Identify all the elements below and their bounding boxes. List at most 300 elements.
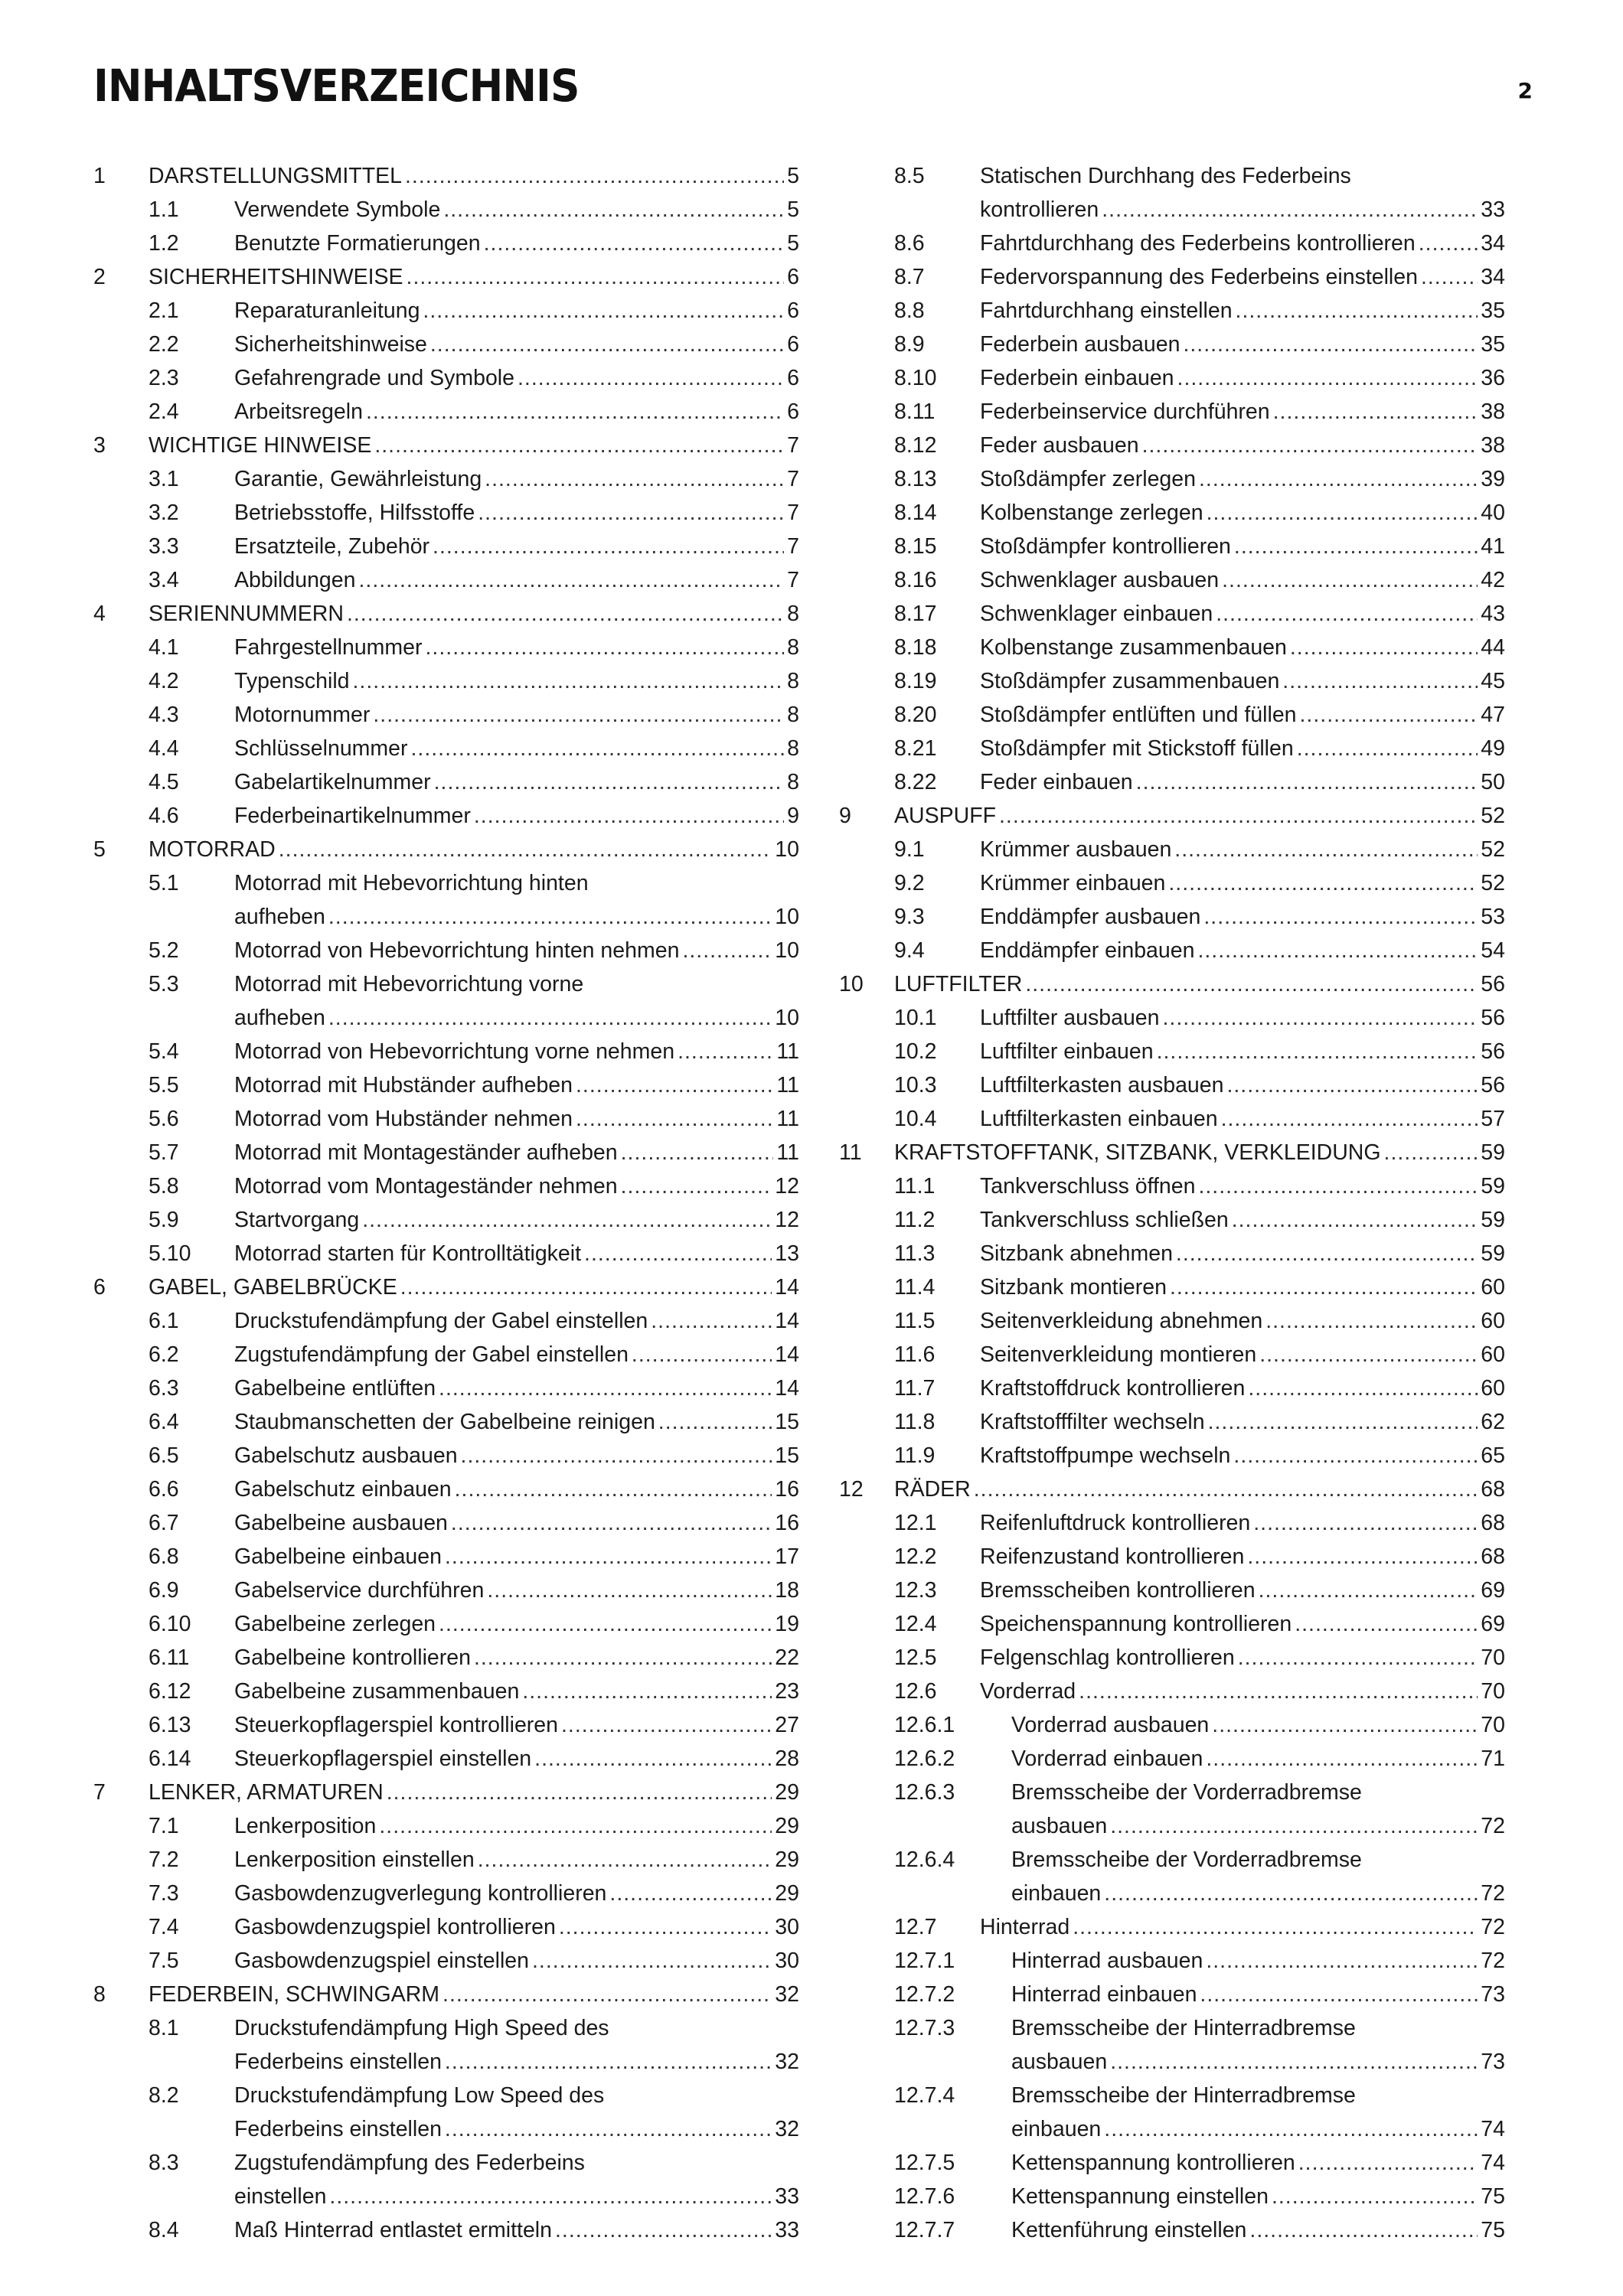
- toc-entry[interactable]: [93, 1675, 799, 1708]
- toc-entry[interactable]: [839, 260, 1505, 294]
- toc-entry-page: 5: [787, 231, 799, 256]
- toc-entry-page: 6: [787, 332, 799, 357]
- toc-entry[interactable]: [93, 159, 799, 193]
- toc-entry[interactable]: [93, 1944, 799, 1978]
- toc-entry[interactable]: [93, 765, 799, 799]
- toc-entry[interactable]: [93, 361, 799, 395]
- toc-entry[interactable]: [93, 698, 799, 732]
- toc-entry[interactable]: [839, 1338, 1505, 1371]
- dot-leader: [1157, 1035, 1478, 1068]
- toc-entry-page: 56: [1481, 1006, 1505, 1030]
- toc-entry[interactable]: [839, 1405, 1505, 1439]
- toc-entry-number: 11.1: [894, 1174, 936, 1199]
- dot-leader: [400, 1270, 772, 1304]
- toc-entry-number: 10.4: [894, 1107, 937, 1131]
- toc-entry[interactable]: [93, 1035, 799, 1068]
- toc-entry-page: 59: [1481, 1174, 1505, 1199]
- toc-entry[interactable]: [93, 1169, 799, 1203]
- toc-entry[interactable]: [839, 2213, 1505, 2247]
- toc-entry[interactable]: [839, 496, 1505, 530]
- toc-entry-number: 8.21: [894, 736, 937, 761]
- toc-entry-page: 34: [1481, 231, 1505, 256]
- toc-entry-page: 73: [1481, 1982, 1505, 2007]
- dot-leader: [1221, 1102, 1478, 1136]
- toc-entry[interactable]: [839, 1675, 1505, 1708]
- toc-entry-page: 29: [775, 1848, 799, 1872]
- toc-entry[interactable]: [839, 1439, 1505, 1473]
- toc-entry-title-line1: Bremsscheibe der Vorderradbremse: [1011, 1848, 1362, 1872]
- toc-entry[interactable]: [839, 1304, 1505, 1338]
- toc-entry-page: 72: [1481, 1949, 1505, 1973]
- toc-entry[interactable]: [93, 1607, 799, 1641]
- toc-entry[interactable]: [93, 2146, 799, 2213]
- dot-leader: [478, 1843, 772, 1877]
- toc-entry-page: 16: [775, 1477, 799, 1502]
- toc-entry[interactable]: [839, 664, 1505, 698]
- toc-entry-title: Gasbowdenzugspiel kontrollieren: [234, 1915, 556, 1939]
- toc-entry-title: einbauen: [1011, 1881, 1102, 1906]
- toc-entry[interactable]: [839, 1910, 1505, 1944]
- toc-entry[interactable]: [93, 530, 799, 563]
- toc-entry-title: kontrollieren: [980, 197, 1099, 222]
- toc-entry-title: GABEL, GABELBRÜCKE: [149, 1275, 397, 1300]
- toc-entry-title: Seitenverkleidung montieren: [980, 1342, 1257, 1367]
- toc-entry-title: Luftfilter ausbauen: [980, 1006, 1160, 1030]
- toc-entry-number: 10.3: [894, 1073, 937, 1097]
- toc-entry[interactable]: [93, 1136, 799, 1169]
- dot-leader: [439, 1371, 772, 1405]
- toc-entry-number: 7.3: [149, 1881, 179, 1906]
- toc-entry-number: 8.3: [149, 2151, 179, 2175]
- toc-column-right: [839, 159, 1505, 2247]
- toc-entry[interactable]: [93, 833, 799, 866]
- toc-entry-title: aufheben: [234, 905, 325, 929]
- toc-entry[interactable]: [839, 429, 1505, 462]
- dot-leader: [576, 1102, 773, 1136]
- toc-entry-title: Ersatzteile, Zubehör: [234, 534, 430, 559]
- toc-entry[interactable]: [93, 1237, 799, 1270]
- toc-entry-title: SICHERHEITSHINWEISE: [149, 265, 403, 289]
- toc-entry[interactable]: [93, 597, 799, 631]
- dot-leader: [1298, 2146, 1478, 2180]
- toc-entry-page: 9: [787, 804, 799, 828]
- toc-entry-page: 43: [1481, 602, 1505, 626]
- toc-entry[interactable]: [93, 1708, 799, 1742]
- toc-entry[interactable]: [839, 1506, 1505, 1540]
- toc-entry-title: Motornummer: [234, 703, 371, 727]
- toc-entry-title: Enddämpfer einbauen: [980, 938, 1195, 963]
- dot-leader: [1421, 260, 1478, 294]
- toc-entry-title: Kettenspannung kontrollieren: [1011, 2151, 1295, 2175]
- toc-entry[interactable]: [93, 664, 799, 698]
- toc-entry[interactable]: [93, 1877, 799, 1910]
- toc-entry[interactable]: [839, 530, 1505, 563]
- toc-entry-page: 35: [1481, 332, 1505, 357]
- toc-entry[interactable]: [93, 2011, 799, 2079]
- toc-entry-page: 17: [775, 1544, 799, 1569]
- toc-entry-page: 68: [1481, 1477, 1505, 1502]
- toc-entry[interactable]: [839, 1978, 1505, 2011]
- toc-entry[interactable]: [839, 1843, 1505, 1910]
- toc-entry-page: 39: [1481, 467, 1505, 491]
- toc-entry-title: DARSTELLUNGSMITTEL: [149, 164, 402, 188]
- toc-entry[interactable]: [839, 462, 1505, 496]
- toc-entry[interactable]: [839, 1574, 1505, 1607]
- toc-entry[interactable]: [93, 1776, 799, 1809]
- toc-entry[interactable]: [839, 2011, 1505, 2079]
- toc-entry-page: 70: [1481, 1679, 1505, 1704]
- toc-entry-title-line1: Bremsscheibe der Hinterradbremse: [1011, 2083, 1356, 2108]
- toc-entry-number: 2.1: [149, 298, 179, 323]
- toc-entry[interactable]: [839, 799, 1505, 833]
- toc-entry-number: 4.3: [149, 703, 179, 727]
- toc-entry-number: 8.15: [894, 534, 937, 559]
- toc-entry[interactable]: [839, 1136, 1505, 1169]
- toc-entry-title: Stoßdämpfer zerlegen: [980, 467, 1196, 491]
- toc-entry-title: Maß Hinterrad entlastet ermitteln: [234, 2218, 552, 2242]
- toc-entry[interactable]: [93, 1843, 799, 1877]
- toc-entry-page: 65: [1481, 1443, 1505, 1468]
- toc-entry-page: 18: [775, 1578, 799, 1603]
- toc-entry[interactable]: [839, 833, 1505, 866]
- toc-entry-page: 62: [1481, 1410, 1505, 1434]
- toc-entry[interactable]: [93, 1338, 799, 1371]
- toc-entry-page: 44: [1481, 635, 1505, 660]
- toc-entry[interactable]: [839, 227, 1505, 260]
- toc-entry-page: 28: [775, 1746, 799, 1771]
- toc-entry[interactable]: [93, 193, 799, 227]
- toc-entry[interactable]: [93, 2079, 799, 2146]
- toc-entry-page: 6: [787, 366, 799, 390]
- toc-entry[interactable]: [839, 1169, 1505, 1203]
- toc-entry[interactable]: [93, 1102, 799, 1136]
- toc-entry-title: Benutzte Formatierungen: [234, 231, 481, 256]
- toc-entry-title-line1: Statischen Durchhang des Federbeins: [980, 164, 1351, 188]
- toc-entry-number: 11.3: [894, 1241, 936, 1266]
- toc-entry[interactable]: [839, 597, 1505, 631]
- toc-entry-page: 6: [787, 298, 799, 323]
- dot-leader: [1297, 732, 1478, 765]
- toc-entry-number: 12.2: [894, 1544, 937, 1569]
- toc-entry-page: 12: [775, 1208, 799, 1232]
- toc-entry[interactable]: [93, 1978, 799, 2011]
- toc-entry[interactable]: [839, 395, 1505, 429]
- toc-entry-title: Motorrad mit Montageständer aufheben: [234, 1140, 618, 1165]
- toc-entry[interactable]: [93, 294, 799, 328]
- toc-entry-title-line1: Bremsscheibe der Hinterradbremse: [1011, 2016, 1356, 2040]
- toc-entry-page: 30: [775, 1949, 799, 1973]
- toc-entry[interactable]: [93, 462, 799, 496]
- toc-entry[interactable]: [839, 563, 1505, 597]
- toc-entry[interactable]: [839, 1742, 1505, 1776]
- dot-leader: [1142, 429, 1478, 462]
- dot-leader: [561, 1708, 772, 1742]
- toc-entry-title: Federbeinservice durchführen: [980, 400, 1270, 424]
- toc-entry-number: 8.10: [894, 366, 937, 390]
- toc-entry[interactable]: [839, 1607, 1505, 1641]
- dot-leader: [443, 193, 784, 227]
- toc-entry-title: Federbeinartikelnummer: [234, 804, 471, 828]
- dot-leader: [1249, 2213, 1478, 2247]
- toc-entry-page: 8: [787, 635, 799, 660]
- dot-leader: [430, 328, 784, 361]
- toc-entry-number: 8.13: [894, 467, 937, 491]
- toc-entry-number: 5: [93, 837, 106, 862]
- toc-entry[interactable]: [93, 799, 799, 833]
- toc-entry[interactable]: [839, 2079, 1505, 2146]
- toc-entry-title: FEDERBEIN, SCHWINGARM: [149, 1982, 440, 2007]
- dot-leader: [366, 395, 784, 429]
- toc-entry-title: Gabelbeine ausbauen: [234, 1511, 448, 1535]
- toc-entry-title: Seitenverkleidung abnehmen: [980, 1309, 1263, 1333]
- dot-leader: [1206, 1944, 1478, 1978]
- toc-entry-number: 4: [93, 602, 106, 626]
- toc-entry-number: 10.2: [894, 1039, 937, 1064]
- toc-entry[interactable]: [839, 2146, 1505, 2180]
- toc-entry-number: 6.2: [149, 1342, 179, 1367]
- toc-entry[interactable]: [839, 1237, 1505, 1270]
- toc-entry[interactable]: [93, 732, 799, 765]
- toc-entry-number: 5.3: [149, 972, 179, 996]
- toc-entry[interactable]: [93, 1304, 799, 1338]
- toc-entry-title: Schwenklager einbauen: [980, 602, 1213, 626]
- dot-leader: [584, 1237, 772, 1270]
- toc-entry-number: 5.10: [149, 1241, 191, 1266]
- toc-entry-page: 72: [1481, 1881, 1505, 1906]
- toc-entry[interactable]: [93, 1439, 799, 1473]
- toc-column-left: [93, 159, 799, 2247]
- toc-entry[interactable]: [93, 1203, 799, 1237]
- toc-entry[interactable]: [839, 698, 1505, 732]
- toc-entry-number: 12.6: [894, 1679, 937, 1704]
- toc-entry[interactable]: [93, 1270, 799, 1304]
- toc-entry[interactable]: [839, 1035, 1505, 1068]
- toc-entry-title: Druckstufendämpfung der Gabel einstellen: [234, 1309, 648, 1333]
- toc-entry-page: 56: [1481, 1039, 1505, 1064]
- toc-entry-number: 8.12: [894, 433, 937, 458]
- toc-entry-page: 59: [1481, 1208, 1505, 1232]
- dot-leader: [1272, 2180, 1478, 2213]
- toc-entry[interactable]: [839, 1944, 1505, 1978]
- toc-entry-title: Zugstufendämpfung der Gabel einstellen: [234, 1342, 629, 1367]
- dot-leader: [358, 563, 784, 597]
- dot-leader: [1384, 1136, 1478, 1169]
- toc-entry-page: 15: [775, 1410, 799, 1434]
- dot-leader: [1183, 328, 1478, 361]
- dot-leader: [279, 833, 772, 866]
- toc-entry-title: einbauen: [1011, 2117, 1102, 2141]
- toc-entry-number: 6.5: [149, 1443, 179, 1468]
- toc-entry[interactable]: [839, 732, 1505, 765]
- toc-entry-number: 12.7.5: [894, 2151, 955, 2175]
- toc-entry-title: Motorrad mit Hubständer aufheben: [234, 1073, 573, 1097]
- toc-entry[interactable]: [93, 1742, 799, 1776]
- toc-entry-number: 8.11: [894, 400, 936, 424]
- toc-entry-number: 4.5: [149, 770, 179, 794]
- toc-entry[interactable]: [839, 1270, 1505, 1304]
- toc-entry-page: 41: [1481, 534, 1505, 559]
- toc-entry-number: 12.7: [894, 1915, 937, 1939]
- dot-leader: [1199, 462, 1478, 496]
- dot-leader: [1259, 1338, 1478, 1371]
- toc-entry[interactable]: [839, 866, 1505, 900]
- toc-entry-title: Fahrgestellnummer: [234, 635, 423, 660]
- toc-entry-number: 9.4: [894, 938, 925, 963]
- toc-entry[interactable]: [839, 1371, 1505, 1405]
- toc-entry-title: KRAFTSTOFFTANK, SITZBANK, VERKLEIDUNG: [894, 1140, 1381, 1165]
- dot-leader: [487, 1574, 772, 1607]
- toc-entry-page: 14: [775, 1275, 799, 1300]
- toc-entry[interactable]: [839, 934, 1505, 967]
- toc-entry[interactable]: [93, 395, 799, 429]
- toc-entry[interactable]: [839, 1001, 1505, 1035]
- toc-entry-page: 52: [1481, 871, 1505, 895]
- toc-entry[interactable]: [839, 2180, 1505, 2213]
- toc-entry[interactable]: [839, 1102, 1505, 1136]
- dot-leader: [445, 2112, 772, 2146]
- toc-entry[interactable]: [839, 1776, 1505, 1843]
- dot-leader: [461, 1439, 772, 1473]
- toc-entry-page: 59: [1481, 1140, 1505, 1165]
- toc-entry-number: 12.6.2: [894, 1746, 955, 1771]
- toc-entry-title: Gabelservice durchführen: [234, 1578, 485, 1603]
- dot-leader: [1208, 1405, 1478, 1439]
- toc-entry-title: Kraftstoffpumpe wechseln: [980, 1443, 1231, 1468]
- toc-entry-title: aufheben: [234, 1006, 325, 1030]
- toc-entry[interactable]: [93, 1068, 799, 1102]
- dot-leader: [1197, 934, 1478, 967]
- toc-entry-title: Motorrad starten für Kontrolltätigkeit: [234, 1241, 582, 1266]
- toc-entry[interactable]: [93, 1910, 799, 1944]
- toc-entry-number: 6.9: [149, 1578, 179, 1603]
- toc-entry[interactable]: [839, 1203, 1505, 1237]
- toc-entry[interactable]: [839, 1473, 1505, 1506]
- toc-entry-number: 6.14: [149, 1746, 191, 1771]
- dot-leader: [532, 1944, 772, 1978]
- toc-entry-title: Stoßdämpfer entlüften und füllen: [980, 703, 1297, 727]
- toc-entry-page: 11: [776, 1073, 799, 1097]
- toc-entry-page: 7: [787, 534, 799, 559]
- toc-entry-page: 10: [775, 905, 799, 929]
- toc-entry[interactable]: [93, 631, 799, 664]
- dot-leader: [1247, 1540, 1478, 1574]
- toc-entry[interactable]: [93, 328, 799, 361]
- toc-entry-title: Bremsscheiben kontrollieren: [980, 1578, 1256, 1603]
- toc-entry-title: Enddämpfer ausbauen: [980, 905, 1201, 929]
- toc-entry-number: 6: [93, 1275, 106, 1300]
- toc-entry[interactable]: [839, 631, 1505, 664]
- toc-entry-title: Steuerkopflagerspiel einstellen: [234, 1746, 532, 1771]
- toc-entry-number: 9.2: [894, 871, 925, 895]
- toc-entry[interactable]: [93, 1506, 799, 1540]
- toc-entry-page: 29: [775, 1814, 799, 1838]
- toc-entry[interactable]: [839, 159, 1505, 227]
- toc-entry[interactable]: [93, 1809, 799, 1843]
- toc-entry-title: Stoßdämpfer zusammenbauen: [980, 669, 1280, 693]
- toc-entry-page: 7: [787, 433, 799, 458]
- toc-entry-number: 8.2: [149, 2083, 179, 2108]
- toc-entry-title: Kettenführung einstellen: [1011, 2218, 1247, 2242]
- toc-entry[interactable]: [839, 294, 1505, 328]
- toc-entry-number: 7.4: [149, 1915, 179, 1939]
- toc-entry-page: 8: [787, 770, 799, 794]
- toc-entry-number: 12.7.3: [894, 2016, 955, 2040]
- toc-entry[interactable]: [839, 361, 1505, 395]
- toc-entry-title: Hinterrad: [980, 1915, 1070, 1939]
- toc-entry-page: 68: [1481, 1544, 1505, 1569]
- toc-entry-number: 11.4: [894, 1275, 936, 1300]
- toc-entry[interactable]: [93, 429, 799, 462]
- toc-entry[interactable]: [839, 967, 1505, 1001]
- toc-entry[interactable]: [839, 328, 1505, 361]
- dot-leader: [451, 1506, 772, 1540]
- dot-leader: [621, 1136, 774, 1169]
- toc-entry-number: 12.7.7: [894, 2218, 955, 2242]
- toc-entry[interactable]: [839, 765, 1505, 799]
- toc-entry[interactable]: [93, 1371, 799, 1405]
- toc-entry[interactable]: [93, 866, 799, 934]
- toc-entry[interactable]: [93, 260, 799, 294]
- toc-entry-page: 72: [1481, 1814, 1505, 1838]
- toc-entry-title: Federbeins einstellen: [234, 2050, 442, 2074]
- toc-entry[interactable]: [93, 496, 799, 530]
- toc-entry-number: 5.6: [149, 1107, 179, 1131]
- dot-leader: [1290, 631, 1478, 664]
- toc-entry[interactable]: [93, 934, 799, 967]
- toc-entry[interactable]: [93, 1641, 799, 1675]
- toc-entry[interactable]: [93, 967, 799, 1035]
- toc-entry-title: Krümmer ausbauen: [980, 837, 1172, 862]
- toc-entry-number: 6.1: [149, 1309, 179, 1333]
- toc-entry-title: Sitzbank montieren: [980, 1275, 1167, 1300]
- toc-entry[interactable]: [839, 1540, 1505, 1574]
- toc-entry-number: 8.19: [894, 669, 937, 693]
- toc-entry-title: Motorrad von Hebevorrichtung vorne nehmen: [234, 1039, 675, 1064]
- toc-entry-title: Reparaturanleitung: [234, 298, 420, 323]
- toc-entry-title-line1: Motorrad mit Hebevorrichtung hinten: [234, 871, 589, 895]
- toc-entry-title: Tankverschluss öffnen: [980, 1174, 1196, 1199]
- toc-entry[interactable]: [839, 1641, 1505, 1675]
- dot-leader: [328, 1001, 772, 1035]
- toc-entry[interactable]: [93, 2213, 799, 2247]
- dot-leader: [1238, 1641, 1478, 1675]
- toc-entry-number: 8.18: [894, 635, 937, 660]
- toc-entry[interactable]: [93, 227, 799, 260]
- toc-entry-page: 36: [1481, 366, 1505, 390]
- toc-entry-number: 12.7.1: [894, 1949, 955, 1973]
- toc-entry-number: 7.5: [149, 1949, 179, 1973]
- toc-entry[interactable]: [93, 1540, 799, 1574]
- toc-entry[interactable]: [93, 1473, 799, 1506]
- toc-entry[interactable]: [839, 1708, 1505, 1742]
- toc-entry-title: Startvorgang: [234, 1208, 360, 1232]
- toc-entry[interactable]: [93, 1574, 799, 1607]
- toc-entry-title: Kettenspannung einstellen: [1011, 2184, 1269, 2209]
- toc-entry[interactable]: [93, 1405, 799, 1439]
- toc-entry[interactable]: [839, 900, 1505, 934]
- toc-entry-page: 5: [787, 197, 799, 222]
- toc-entry-title: Typenschild: [234, 669, 350, 693]
- toc-entry[interactable]: [93, 563, 799, 597]
- toc-entry-title: Felgenschlag kontrollieren: [980, 1645, 1235, 1670]
- dot-leader: [534, 1742, 772, 1776]
- toc-entry-title: Gasbowdenzugspiel einstellen: [234, 1949, 530, 1973]
- toc-entry[interactable]: [839, 1068, 1505, 1102]
- toc-entry-page: 22: [775, 1645, 799, 1670]
- toc-entry-title: Motorrad von Hebevorrichtung hinten nehmen: [234, 938, 680, 963]
- toc-entry-number: 8.5: [894, 164, 925, 188]
- dot-leader: [678, 1035, 773, 1068]
